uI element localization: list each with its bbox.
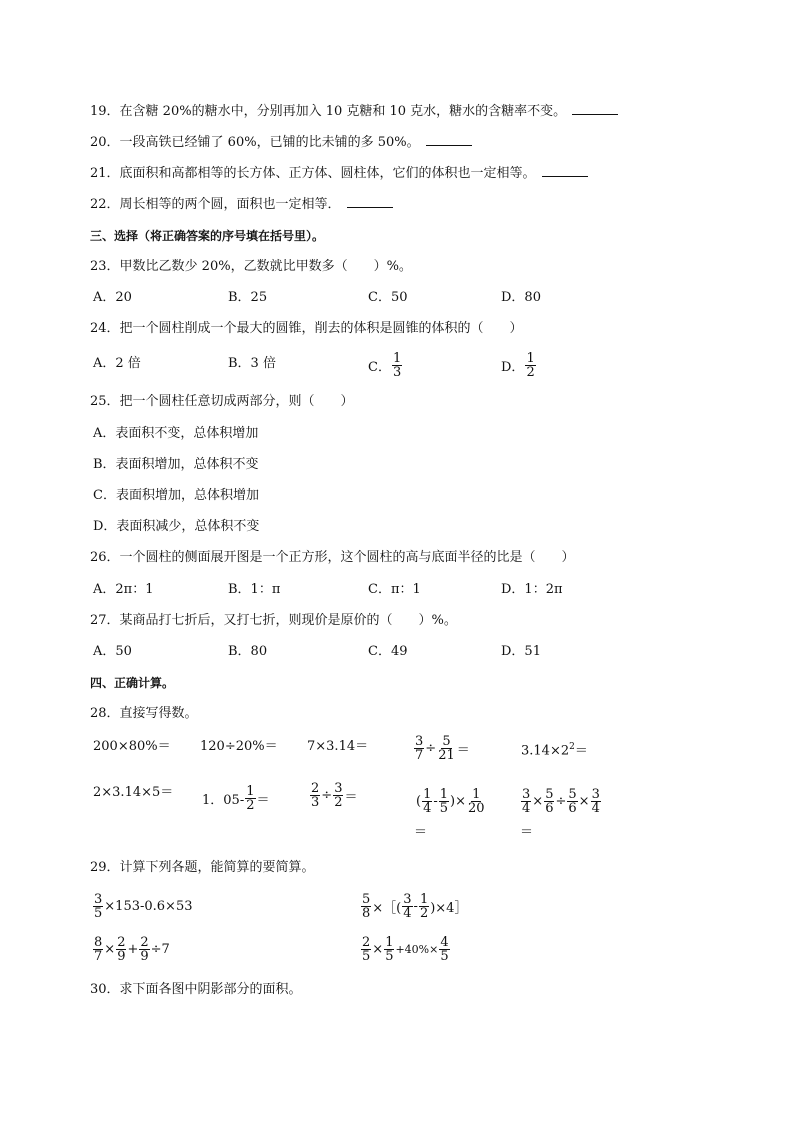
- q26-option-a[interactable]: A．2π：1: [93, 582, 154, 597]
- fraction: $\frac{1}{20}$: [468, 786, 485, 816]
- fraction: $\frac{2}{3}$: [311, 780, 320, 810]
- section-3-title: 三、选择（将正确答案的序号填在括号里）。: [90, 229, 325, 243]
- question-20: 20．一段高铁已经铺了 60%，已铺的比未铺的多 50%。: [90, 135, 472, 151]
- calc-r1c1: 200×80%＝: [93, 739, 171, 754]
- expr-29-4: $\frac{2}{5}$ × $\frac{1}{5}$ +40%× $\frac{4}{5}$: [362, 934, 449, 964]
- question-26-stem: 26．一个圆柱的侧面展开图是一个正方形，这个圆柱的高与底面半径的比是（ ）: [90, 550, 575, 565]
- fraction: $\frac{1}{4}$: [423, 786, 432, 816]
- q24-option-d[interactable]: D． $\frac{1}{2}$: [501, 350, 535, 380]
- fraction: $\frac{1}{3}$: [392, 350, 402, 380]
- question-28-stem: 28．直接写得数。: [90, 706, 198, 721]
- fraction: $\frac{1}{5}$: [385, 934, 394, 964]
- calc-r2c5-equals: ＝: [520, 825, 534, 840]
- question-21: 21．底面积和高都相等的长方体、正方体、圆柱体，它们的体积也一定相等。: [90, 166, 588, 182]
- question-23-stem: 23．甲数比乙数少 20%，乙数就比甲数多（ ）%。: [90, 259, 412, 274]
- calc-r1c2: 120÷20%＝: [200, 739, 278, 754]
- question-29-stem: 29．计算下列各题，能简算的要简算。: [90, 860, 315, 875]
- fraction: $\frac{2}{9}$: [117, 934, 126, 964]
- answer-blank[interactable]: [572, 104, 618, 115]
- question-19: 19．在含糖 20%的糖水中，分别再加入 10 克糖和 10 克水，糖水的含糖率不变。: [90, 104, 618, 120]
- q25-option-d[interactable]: D．表面积减少，总体积不变: [93, 519, 260, 534]
- q27-option-b[interactable]: B．80: [228, 644, 268, 659]
- calc-r2c2: 1．05- $\frac{1}{2}$ ＝: [202, 783, 270, 813]
- fraction: $\frac{3}{5}$: [94, 891, 103, 921]
- q27-option-d[interactable]: D．51: [501, 644, 541, 659]
- fraction: $\frac{4}{5}$: [440, 934, 449, 964]
- q25-option-a[interactable]: A．表面积不变，总体积增加: [93, 426, 259, 441]
- fraction: $\frac{1}{2}$: [419, 891, 429, 921]
- q25-option-c[interactable]: C．表面积增加，总体积增加: [93, 488, 259, 503]
- expr-29-2: $\frac{5}{8}$ ×［( $\frac{3}{4}$ - $\frac{1}{2}$ )×4］: [362, 891, 468, 921]
- q27-option-c[interactable]: C．49: [368, 644, 408, 659]
- section-4-title: 四、正确计算。: [90, 676, 175, 690]
- q24-option-c[interactable]: C． $\frac{1}{3}$: [368, 350, 402, 380]
- q23-option-b[interactable]: B．25: [228, 290, 268, 305]
- fraction: $\frac{3}{4}$: [522, 786, 531, 816]
- fraction: $\frac{5}{6}$: [545, 786, 554, 816]
- calc-r1c5: $3.14\times 2^2=$: [521, 742, 588, 759]
- q23-option-d[interactable]: D．80: [501, 290, 541, 305]
- question-22: 22．周长相等的两个圆，面积也一定相等．: [90, 197, 393, 213]
- q24-option-a[interactable]: A．2 倍: [93, 356, 141, 371]
- q26-option-c[interactable]: C．π：1: [368, 582, 421, 597]
- fraction: $\frac{2}{9}$: [140, 934, 149, 964]
- fraction: $\frac{2}{5}$: [362, 934, 371, 964]
- fraction: $\frac{5}{6}$: [568, 786, 577, 816]
- q26-option-b[interactable]: B．1：π: [228, 582, 281, 597]
- fraction: $\frac{5}{21}$: [438, 733, 455, 763]
- q27-option-a[interactable]: A．50: [93, 644, 132, 659]
- fraction: $\frac{1}{5}$: [439, 786, 449, 816]
- calc-r2c3: $\frac{2}{3}$ ÷ $\frac{3}{2}$ ＝: [311, 780, 358, 810]
- expr-29-1: $\frac{3}{5}$ ×153-0.6×53: [94, 891, 193, 921]
- question-24-stem: 24．把一个圆柱削成一个最大的圆锥，削去的体积是圆锥的体积的（ ）: [90, 321, 523, 336]
- calc-r1c4: $\frac{3}{7}$ ÷ $\frac{5}{21}$ ＝: [415, 733, 470, 763]
- question-25-stem: 25．把一个圆柱任意切成两部分，则（ ）: [90, 394, 354, 409]
- q23-option-c[interactable]: C．50: [368, 290, 408, 305]
- answer-blank[interactable]: [426, 135, 472, 146]
- answer-blank[interactable]: [542, 166, 588, 177]
- q26-option-d[interactable]: D．1：2π: [501, 582, 563, 597]
- calc-r2c1: 2×3.14×5＝: [93, 785, 174, 800]
- calc-r2c5: $\frac{3}{4}$ × $\frac{5}{6}$ ÷ $\frac{5}{6}$ × $\frac{3}{4}$: [522, 786, 600, 816]
- calc-r2c4: ( $\frac{1}{4}$ - $\frac{1}{5}$ )× $\frac{1}{20}$: [416, 786, 485, 816]
- fraction: $\frac{1}{2}$: [246, 783, 255, 813]
- answer-blank[interactable]: [347, 197, 393, 208]
- fraction: $\frac{1}{2}$: [526, 350, 535, 380]
- q25-option-b[interactable]: B．表面积增加，总体积不变: [93, 457, 259, 472]
- expr-29-3: $\frac{8}{7}$ × $\frac{2}{9}$ + $\frac{2}{9}$ ÷7: [94, 934, 170, 964]
- fraction: $\frac{8}{7}$: [94, 934, 103, 964]
- question-27-stem: 27．某商品打七折后，又打七折，则现价是原价的（ ）%。: [90, 613, 457, 628]
- question-30-stem: 30．求下面各图中阴影部分的面积。: [90, 982, 302, 997]
- q23-option-a[interactable]: A．20: [93, 290, 132, 305]
- calc-r2c4-equals: ＝: [414, 825, 428, 840]
- fraction: $\frac{3}{2}$: [334, 780, 343, 810]
- fraction: $\frac{3}{4}$: [403, 891, 412, 921]
- calc-r1c3: 7×3.14＝: [307, 739, 369, 754]
- q24-option-b[interactable]: B．3 倍: [228, 356, 276, 371]
- fraction: $\frac{3}{4}$: [591, 786, 600, 816]
- fraction: $\frac{3}{7}$: [415, 733, 424, 763]
- fraction: $\frac{5}{8}$: [362, 891, 371, 921]
